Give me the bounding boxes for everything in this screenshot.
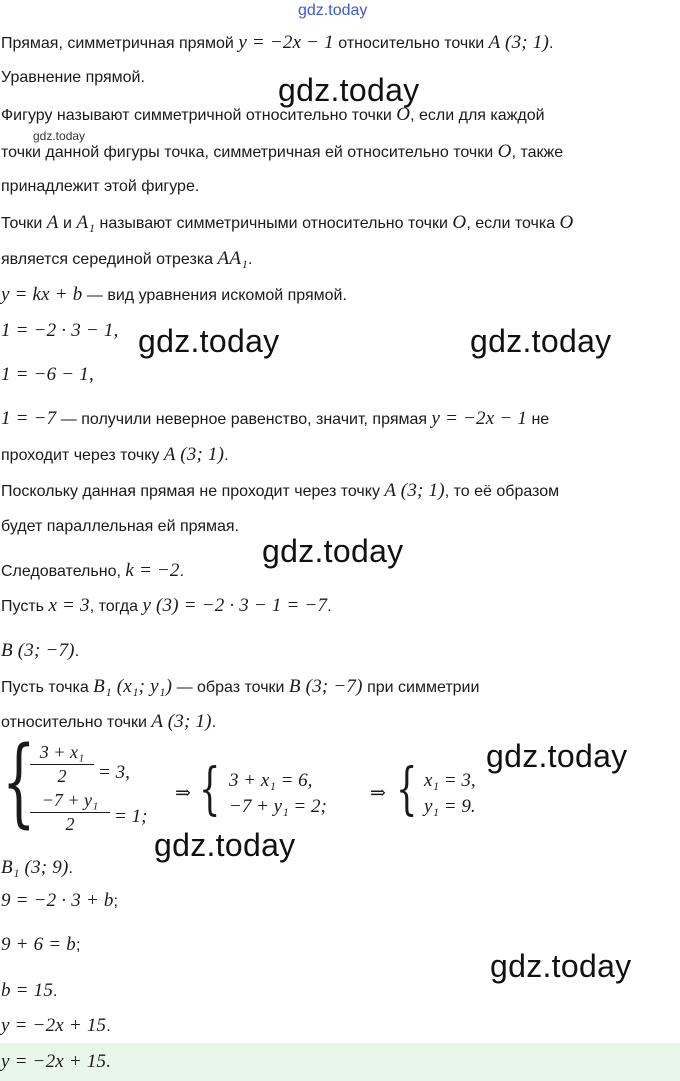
text-line-5	[0, 176, 680, 198]
text-fragment: Точки	[1, 215, 47, 232]
text-fragment: — получили неверное равенство, значит, прямая	[56, 411, 432, 428]
text-line-21	[0, 890, 680, 913]
equation-system	[0, 726, 680, 840]
text-fragment: не	[527, 411, 550, 428]
text-line-22	[0, 934, 680, 957]
text-line-9	[0, 320, 680, 343]
middle-equation-2: −7 + y₁ = 2;	[229, 796, 327, 817]
right-brace: {	[396, 757, 418, 822]
math-expression: x = 3	[48, 595, 90, 616]
text-line-15	[0, 560, 680, 583]
math-expression: A (3; 1)	[384, 480, 445, 501]
text-fragment: .	[224, 447, 229, 464]
text-fragment: .	[179, 563, 185, 580]
text-fragment: , тогда	[89, 598, 143, 615]
math-expression: B₁ (x₁; y₁)	[93, 676, 173, 697]
text-fragment: называют симметричными относительно точки	[95, 215, 453, 232]
final-answer: y = −2x + 15.	[1, 1051, 112, 1072]
text-line-23	[0, 980, 680, 1003]
text-line-4	[0, 141, 680, 164]
math-expression: B (3; −7)	[288, 676, 363, 697]
text-fragment: .	[327, 598, 332, 615]
text-fragment: .	[548, 35, 554, 52]
watermark-7: gdz.today	[490, 948, 632, 984]
math-expression: B₁ (3; 9)	[1, 857, 69, 878]
math-expression: A (3; 1)	[488, 32, 549, 53]
watermark-small: gdz.today	[33, 129, 86, 143]
watermark-top: gdz.today	[298, 2, 368, 19]
math-expression: O	[452, 212, 467, 233]
math-expression: AA₁	[217, 248, 248, 269]
math-expression: O	[396, 104, 411, 125]
math-expression: 1 = −2 · 3 − 1,	[1, 320, 119, 341]
text-line-7	[0, 248, 680, 271]
math-expression: k = −2	[125, 560, 180, 581]
math-expression: 1 = −6 − 1,	[1, 364, 94, 385]
left-brace-1: {	[2, 726, 36, 838]
math-expression: A (3; 1)	[163, 444, 225, 465]
text-line-14	[0, 516, 680, 538]
watermark-1: gdz.today	[278, 72, 420, 108]
text-fragment: Следовательно,	[1, 563, 126, 580]
text-fragment: Фигуру называют симметричной относительно точки	[1, 107, 397, 124]
text-fragment: точки данной фигуры точка, симметричная ей относительно точки	[1, 144, 498, 161]
text-line-17	[0, 640, 680, 663]
text-fragment: проходит через точку	[1, 447, 164, 464]
middle-equation-1: 3 + x₁ = 6,	[229, 770, 313, 791]
text-fragment: ;	[113, 893, 118, 910]
text-fragment: ;	[75, 937, 81, 954]
text-line-6	[0, 212, 680, 235]
fraction-2	[30, 790, 110, 835]
math-expression: y = −2x − 1	[238, 32, 334, 53]
math-expression: b = 15	[1, 980, 54, 1001]
math-expression: O	[497, 141, 512, 162]
math-expression: y (3) = −2 · 3 − 1 = −7	[142, 595, 328, 616]
text-line-1	[0, 32, 680, 55]
text-fragment: Пусть точка	[1, 679, 94, 696]
text-fragment: является серединой отрезка	[1, 251, 218, 268]
text-fragment: .	[53, 983, 58, 1000]
watermark-4: gdz.today	[262, 533, 404, 569]
fraction-1-numerator: 3 + x₁	[30, 742, 94, 765]
watermark-6: gdz.today	[154, 827, 296, 863]
text-fragment: .	[211, 714, 217, 731]
text-fragment: .	[68, 860, 73, 877]
watermark-3: gdz.today	[470, 323, 612, 359]
text-fragment: Поскольку данная прямая не проходит через точку	[1, 483, 385, 500]
fraction-2-rhs: = 1;	[114, 806, 148, 827]
text-fragment: .	[74, 643, 80, 660]
math-expression: y = −2x − 1	[431, 408, 528, 429]
math-expression: 1 = −7	[1, 408, 57, 429]
text-line-19	[0, 711, 680, 734]
text-fragment: и	[58, 215, 77, 232]
text-line-16	[0, 595, 680, 618]
implies-arrow-2: ⇒	[370, 783, 386, 804]
text-fragment: , если точка	[466, 215, 560, 232]
text-fragment: Уравнение прямой.	[1, 69, 145, 86]
text-line-20	[0, 857, 680, 880]
text-fragment: принадлежит этой фигуре.	[1, 178, 200, 195]
final-answer-box	[0, 1043, 680, 1081]
text-fragment: , если для каждой	[410, 107, 545, 124]
math-expression: 9 + 6 = b	[1, 934, 76, 955]
fraction-2-numerator: −7 + y₁	[30, 790, 110, 813]
text-fragment: будет параллельная ей прямая.	[1, 518, 240, 535]
math-expression: A	[46, 212, 59, 233]
watermark-2: gdz.today	[138, 323, 280, 359]
math-expression: B (3; −7)	[1, 640, 75, 661]
implies-arrow-1: ⇒	[175, 783, 191, 804]
text-fragment: Прямая, симметричная прямой	[1, 35, 239, 52]
text-fragment: Пусть	[1, 598, 49, 615]
fraction-1-denominator: 2	[57, 766, 67, 786]
right-equation-1: x₁ = 3,	[424, 770, 476, 791]
text-fragment: — образ точки	[172, 679, 289, 696]
middle-brace: {	[199, 757, 221, 822]
text-fragment: , также	[511, 144, 564, 161]
text-fragment: , то её образом	[444, 483, 560, 500]
watermark-5: gdz.today	[486, 738, 628, 774]
math-expression: A₁	[76, 212, 96, 233]
text-line-13	[0, 480, 680, 503]
math-expression: y = −2x + 15	[1, 1015, 107, 1036]
text-line-8	[0, 284, 680, 307]
text-line-3	[0, 104, 680, 127]
text-fragment: относительно точки	[1, 714, 152, 731]
fraction-1-rhs: = 3,	[98, 762, 130, 783]
text-line-18	[0, 676, 680, 699]
math-expression: 9 = −2 · 3 + b	[1, 890, 114, 911]
math-expression: O	[559, 212, 574, 233]
fraction-2-denominator: 2	[65, 814, 75, 834]
text-fragment: — вид уравнения искомой прямой.	[82, 287, 347, 304]
text-line-24	[0, 1015, 680, 1038]
text-fragment: при симметрии	[362, 679, 480, 696]
text-line-10	[0, 364, 680, 387]
right-equation-2: y₁ = 9.	[424, 796, 476, 817]
fraction-1	[30, 742, 94, 787]
math-expression: A (3; 1)	[151, 711, 212, 732]
math-expression: y = kx + b	[1, 284, 83, 305]
text-fragment: относительно точки	[333, 35, 489, 52]
text-line-2	[0, 67, 680, 89]
text-fragment: .	[247, 251, 253, 268]
text-fragment: .	[106, 1018, 111, 1035]
text-line-11	[0, 408, 680, 431]
text-line-12	[0, 444, 680, 467]
